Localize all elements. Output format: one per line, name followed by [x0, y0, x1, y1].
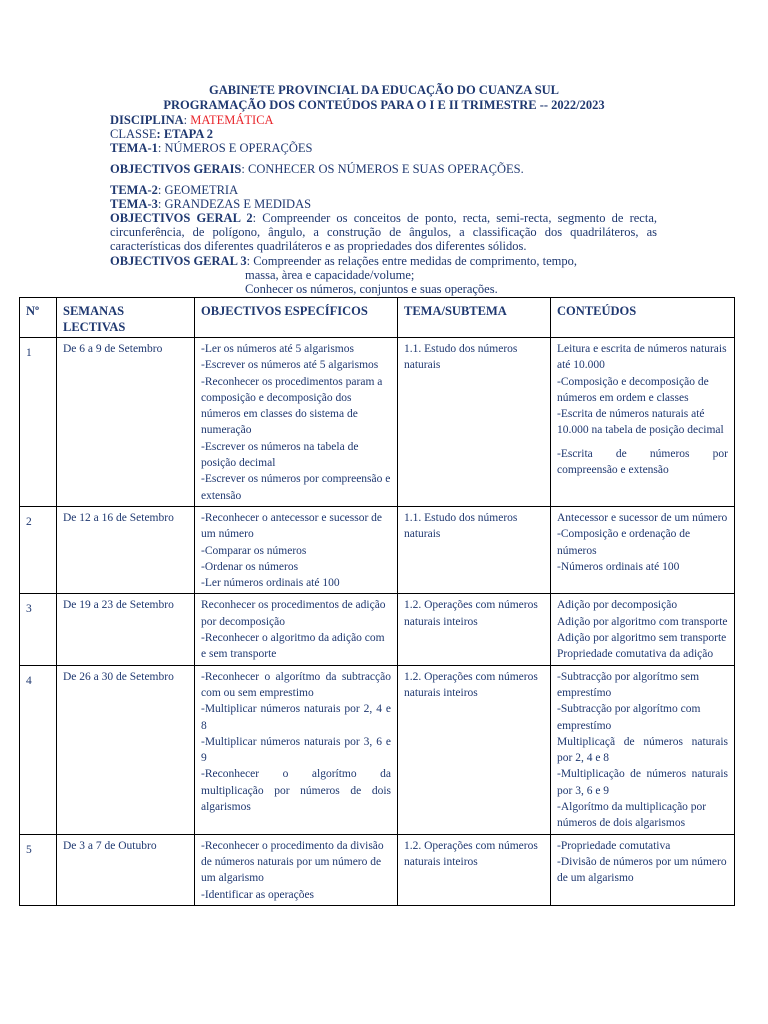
objectivos-geral-3-line-3: Conhecer os números, conjuntos e suas operações. — [245, 282, 498, 296]
objectivo-item: -Reconhecer o algorítmo da multiplicação por números de dois algarismos — [201, 768, 391, 814]
header-num: Nº — [20, 298, 57, 338]
objectivo-item: -Multiplicar números naturais por 3, 6 e 9 — [201, 735, 391, 765]
row-tema: 1.2. Operações com números naturais inteiros — [398, 665, 551, 834]
row-tema: 1.2. Operações com números naturais inteiros — [398, 834, 551, 905]
row-conteudos — [551, 338, 735, 507]
conteudo-item: Propriedade comutativa da adição — [557, 648, 714, 661]
disciplina-value: MATEMÁTICA — [190, 113, 274, 127]
conteudo-item: Antecessor e sucessor de um número — [557, 511, 728, 524]
disciplina-label: DISCIPLINA — [110, 113, 184, 127]
objectivo-item: -Ler os números até 5 algarismos — [201, 343, 354, 355]
tema1-label: TEMA-1 — [110, 141, 158, 155]
header-semanas: SEMANAS LECTIVAS — [57, 298, 195, 338]
tema1-value: : NÚMEROS E OPERAÇÕES — [157, 141, 313, 155]
header-line-2: PROGRAMAÇÃO DOS CONTEÚDOS PARA O I E II TRIMESTRE -- 2022/2023 — [163, 98, 605, 112]
conteudo-item: -Multiplicação de números naturais por 3, 6 e 9 — [557, 768, 728, 797]
row-semanas: De 19 a 23 de Setembro — [57, 594, 195, 665]
conteudo-item: -Propriedade comutativa — [557, 839, 671, 852]
objectivo-item: -Escrever os números por compreensão e extensão — [201, 473, 391, 502]
table-row — [20, 834, 735, 905]
row-objectivos — [195, 506, 398, 593]
row-conteudos — [551, 506, 735, 593]
row-conteudos — [551, 834, 735, 905]
row-tema: 1.1. Estudo dos números naturais — [398, 506, 551, 593]
spacer — [557, 439, 728, 446]
row-objectivos — [195, 834, 398, 905]
objectivos-geral-3 — [110, 254, 577, 268]
objectivos-geral-2 — [110, 211, 657, 253]
row-num: 1 — [20, 338, 57, 507]
objectivos-geral-3-value: : Compreender as relações entre medidas de comprimento, tempo, — [246, 254, 578, 268]
classe-label: CLASSE — [110, 127, 157, 141]
objectivo-item: -Reconhecer o algoritmo da adição com e sem transporte — [201, 632, 385, 661]
conteudo-item: -Escrita de números naturais até 10.000 na tabela de posição decimal — [557, 408, 724, 437]
row-objectivos — [195, 665, 398, 834]
row-num: 2 — [20, 506, 57, 593]
tema3-line — [110, 197, 311, 211]
row-num: 5 — [20, 834, 57, 905]
row-conteudos — [551, 665, 735, 834]
objectivos-geral-2-value: : Compreender os conceitos de ponto, recta, semi-recta, segmento de recta, circunferência, de polígono, ângulo, a construção de ângulos, a classificação dos quadriláteros, as características dos diferentes quadriláteros e as propriedades dos diferentes sólidos. — [110, 211, 657, 253]
conteudo-item: -Divisão de números por um número de um algarismo — [557, 855, 727, 885]
objectivos-geral-2-label: OBJECTIVOS GERAL 2 — [110, 211, 253, 225]
row-semanas: De 6 a 9 de Setembro — [57, 338, 195, 507]
tema2-value: : GEOMETRIA — [157, 183, 239, 197]
objectivo-item: -Reconhecer os procedimentos param a composição e decomposição dos números em classes do sistema de numeração — [201, 375, 383, 437]
conteudo-item: -Subtracção por algorítmo com emprestímo — [557, 703, 701, 732]
conteudo-item: -Composição e decomposição de números em ordem e classes — [557, 375, 709, 404]
row-semanas: De 12 a 16 de Setembro — [57, 506, 195, 593]
objectivo-item: -Escrever os números até 5 algarismos — [201, 359, 379, 372]
conteudo-item: Leitura e escrita de números naturais até 10.000 — [557, 343, 727, 372]
conteudo-item: -Escrita de números por compreensão e extensão — [557, 447, 728, 477]
objectivos-gerais-line — [110, 162, 524, 176]
objectivo-item: -Identificar as operações — [201, 888, 315, 901]
objectivo-item: -Reconhecer o antecessor e sucessor de um número — [201, 511, 383, 541]
conteudo-item: Adição por algoritmo com transporte — [557, 615, 728, 628]
objectivos-gerais-value: : CONHECER OS NÚMEROS E SUAS OPERAÇÕES. — [241, 162, 524, 176]
objectivo-item: Reconhecer os procedimentos de adição por decomposição — [201, 599, 386, 628]
row-objectivos — [195, 338, 398, 507]
objectivo-item: -Ler números ordinais até 100 — [201, 577, 340, 590]
programacao-table — [19, 297, 735, 906]
row-objectivos — [195, 594, 398, 665]
objectivo-item: -Comparar os números — [201, 544, 307, 557]
row-num: 4 — [20, 665, 57, 834]
conteudo-item: -Subtracção por algorítmo sem emprestímo — [557, 670, 700, 699]
header-conteudos: CONTEÚDOS — [551, 298, 735, 338]
conteudo-item: -Algorítmo da multiplicação por números de dois algarismos — [557, 801, 707, 830]
table-row — [20, 338, 735, 507]
conteudo-item: Multiplicaçã de números naturais por 2, 4 e 8 — [557, 735, 728, 765]
table-row — [20, 506, 735, 593]
row-semanas: De 3 a 7 de Outubro — [57, 834, 195, 905]
conteudo-item: -Números ordinais até 100 — [557, 560, 680, 573]
row-tema: 1.1. Estudo dos números naturais — [398, 338, 551, 507]
conteudo-item: -Composição e ordenação de números — [557, 528, 691, 557]
objectivo-item: -Reconhecer o procedimento da divisão de números naturais por um número de um algarismo — [201, 839, 384, 885]
tema2-label: TEMA-2 — [110, 183, 158, 197]
tema1-line — [110, 141, 312, 155]
conteudo-item: Adição por algoritmo sem transporte — [557, 632, 727, 645]
objectivos-gerais-label: OBJECTIVOS GERAIS — [110, 162, 242, 176]
table-row — [20, 665, 735, 834]
row-semanas: De 26 a 30 de Setembro — [57, 665, 195, 834]
disciplina-line: DISCIPLINA: MATEMÁTICA — [110, 113, 274, 127]
tema2-line — [110, 183, 238, 197]
objectivo-item: -Reconhecer o algorítmo da subtracção com ou sem emprestimo — [201, 670, 391, 699]
table-header-row — [20, 298, 735, 338]
objectivos-geral-3-label: OBJECTIVOS GERAL 3 — [110, 254, 247, 268]
header-tema: TEMA/SUBTEMA — [398, 298, 551, 338]
objectivo-item: -Escrever os números na tabela de posição decimal — [201, 440, 359, 470]
row-tema: 1.2. Operações com números naturais inteiros — [398, 594, 551, 665]
header-line-1: GABINETE PROVINCIAL DA EDUCAÇÃO DO CUANZA SUL — [208, 83, 560, 97]
table-body — [20, 338, 735, 906]
table-row — [20, 594, 735, 665]
classe-value: : ETAPA 2 — [156, 127, 214, 141]
objectivos-geral-3-line-2: massa, àrea e capacidade/volume; — [245, 268, 415, 282]
classe-line — [110, 127, 213, 141]
objectivo-item: -Ordenar os números — [201, 560, 299, 573]
tema3-label: TEMA-3 — [110, 197, 158, 211]
objectivo-item: -Multiplicar números naturais por 2, 4 e 8 — [201, 703, 391, 732]
header-objectivos: OBJECTIVOS ESPECÍFICOS — [195, 298, 398, 338]
conteudo-item: Adição por decomposição — [557, 599, 678, 612]
row-num: 3 — [20, 594, 57, 665]
row-conteudos — [551, 594, 735, 665]
tema3-value: : GRANDEZAS E MEDIDAS — [157, 197, 312, 211]
